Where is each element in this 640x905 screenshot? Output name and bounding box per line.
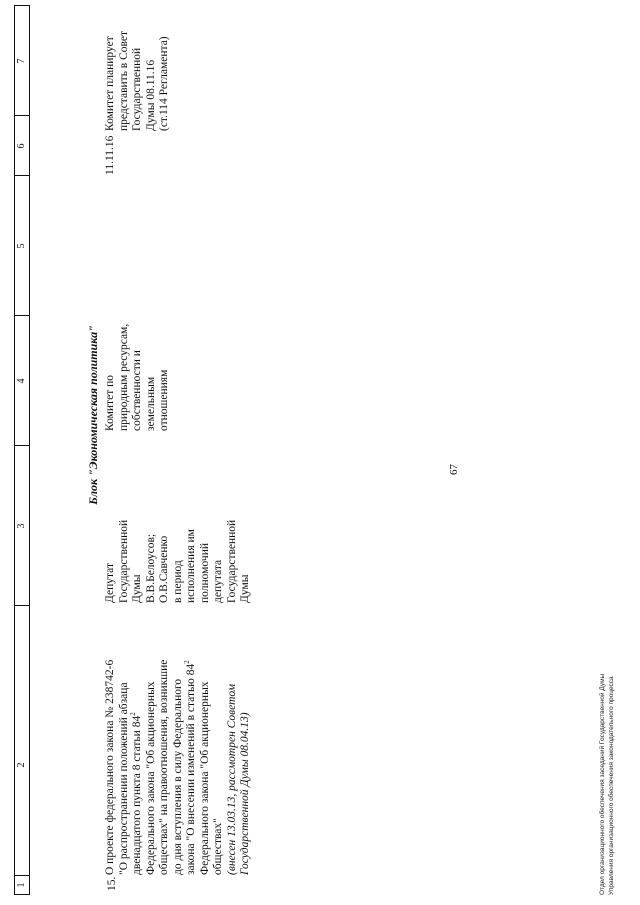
initiator-line: Думы xyxy=(131,574,143,603)
block-title: Блок "Экономическая политика" xyxy=(86,325,100,505)
initiator-line: Государственной xyxy=(117,519,130,603)
initiator-line: полномочий xyxy=(198,543,211,603)
note-line: представить в Совет xyxy=(117,30,130,131)
column-header-4: 4 xyxy=(16,378,27,384)
footer-line: Отдел организационного обеспечения заседаний Государственной Думы xyxy=(599,673,606,895)
note-line: Думы 08.11.16 xyxy=(144,59,157,131)
superscript: 2 xyxy=(129,712,138,716)
committee-line: отношениям xyxy=(158,369,170,431)
initiator-cell xyxy=(104,491,253,603)
bill-note-line: (внесен 13.03.13, рассмотрен Советом xyxy=(225,683,238,875)
column-header-5: 5 xyxy=(16,243,27,249)
committee-line: собственности и xyxy=(131,350,143,431)
column-header-2: 2 xyxy=(16,762,27,768)
column-header-row xyxy=(14,5,30,895)
column-header-7: 7 xyxy=(16,58,27,64)
page-number: 67 xyxy=(448,464,460,475)
row-number: 15. xyxy=(106,876,118,891)
bill-line: до дня вступления в силу Федерального xyxy=(171,678,184,875)
initiator-line: О.В.Савченко xyxy=(158,535,170,603)
bill-description xyxy=(104,643,253,875)
committee-line: Комитет по xyxy=(104,375,116,431)
note-line: Государственной xyxy=(131,47,143,131)
initiator-line: Депутат xyxy=(104,563,116,603)
bill-line: "О распространении положений абзаца xyxy=(117,682,130,875)
footer-line: Управления организационного обеспечения законодательного процесса xyxy=(608,676,615,895)
bill-line: Федерального закона "Об акционерных xyxy=(144,681,157,875)
bill-line: двенадцатого пункта 8 статьи $84^2$ xyxy=(129,712,143,875)
bill-line: обществах" xyxy=(212,818,224,875)
bill-note-line: Государственной Думы 08.04.13) xyxy=(239,712,251,875)
note-line: (ст.114 Регламента) xyxy=(158,36,170,131)
footer xyxy=(598,674,616,895)
column-header-6: 6 xyxy=(16,143,27,149)
committee-line: земельным xyxy=(144,376,157,431)
initiator-line: исполнения им xyxy=(185,529,197,603)
committee-line: природным ресурсам, xyxy=(117,323,130,431)
bill-line: обществах" на правоотношения, возникшие xyxy=(158,659,170,875)
note-cell xyxy=(104,3,172,131)
committee-cell xyxy=(104,311,172,431)
initiator-line: депутата xyxy=(212,559,224,603)
initiator-line: В.В.Белоусов; xyxy=(144,533,157,603)
note-line: Комитет планирует xyxy=(104,36,116,131)
date-cell: 11.11.16 xyxy=(104,135,116,175)
initiator-line: Думы xyxy=(239,574,251,603)
superscript: 2 xyxy=(183,660,192,664)
bill-line: О проекте федерального закона № 238742-6 xyxy=(104,659,116,875)
bill-line: закона "О внесении изменений в статью $84^2$ xyxy=(183,660,197,875)
initiator-line: Государственной xyxy=(225,519,238,603)
initiator-line: в период xyxy=(171,560,184,603)
column-header-1: 1 xyxy=(16,882,27,888)
bill-line: Федерального закона "Об акционерных xyxy=(198,681,211,875)
column-header-3: 3 xyxy=(16,523,27,529)
